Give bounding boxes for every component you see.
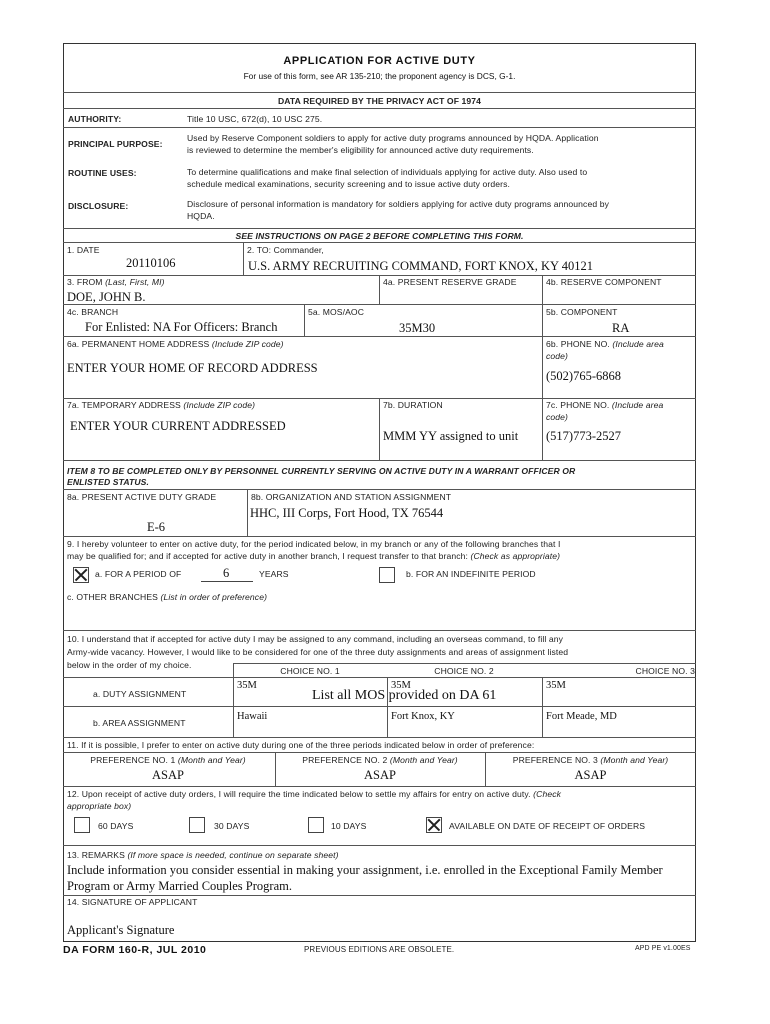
perm-address-hint: (Include ZIP code)	[211, 339, 284, 349]
temp-address-value[interactable]: ENTER YOUR CURRENT ADDRESSED	[70, 419, 286, 433]
item12-hint2: appropriate box)	[67, 801, 132, 811]
phone7-label: 7c. PHONE NO. (Include area	[546, 400, 664, 410]
30-days-label: 30 DAYS	[214, 821, 250, 831]
perm-address-label: 6a. PERMANENT HOME ADDRESS (Include ZIP code)	[67, 339, 284, 349]
item12-hint1: (Check	[533, 789, 561, 799]
form-title: APPLICATION FOR ACTIVE DUTY	[283, 55, 476, 67]
ad-grade-label: 8a. PRESENT ACTIVE DUTY GRADE	[67, 492, 217, 502]
routine-label: ROUTINE USES:	[68, 168, 137, 178]
purpose-label: PRINCIPAL PURPOSE:	[68, 139, 163, 149]
purpose-line2: is reviewed to determine the member's eligibility for announced active duty requirements.	[187, 145, 534, 155]
remarks-line1[interactable]: Include information you consider essential in making your assignment, i.e. enrolled in the Exceptional Family Member	[67, 863, 663, 877]
branch-label: 4c. BRANCH	[67, 307, 119, 317]
duty-choice1[interactable]: 35M	[237, 680, 257, 691]
pref2-label: PREFERENCE NO. 2 (Month and Year)	[302, 755, 458, 765]
org-label: 8b. ORGANIZATION AND STATION ASSIGNMENT	[251, 492, 452, 502]
from-label: 3. FROM (Last, First, MI)	[67, 277, 165, 287]
phone6-value[interactable]: (502)765-6868	[546, 369, 621, 383]
to-label: 2. TO: Commander,	[247, 245, 324, 255]
duty-choice2[interactable]: 35M	[391, 680, 411, 691]
area-choice2[interactable]: Fort Knox, KY	[391, 711, 455, 722]
60-days-checkbox[interactable]	[74, 817, 90, 833]
duty-assignment-label: a. DUTY ASSIGNMENT	[93, 689, 187, 699]
remarks-label: 13. REMARKS (If more space is needed, continue on separate sheet)	[67, 850, 339, 860]
choice2-header: CHOICE NO. 2	[434, 666, 494, 676]
reserve-grade-label: 4a. PRESENT RESERVE GRADE	[383, 277, 517, 287]
temp-address-hint: (Include ZIP code)	[183, 400, 256, 410]
instructions-notice: SEE INSTRUCTIONS ON PAGE 2 BEFORE COMPLETING THIS FORM.	[235, 231, 524, 241]
phone7-hint2: code)	[546, 412, 568, 422]
period-years-label: a. FOR A PERIOD OF	[95, 569, 182, 579]
pref1-value[interactable]: ASAP	[152, 768, 184, 782]
remarks-hint: (If more space is needed, continue on separate sheet)	[127, 850, 339, 860]
item9-text-line1: 9. I hereby volunteer to enter on active duty, for the period indicated below, in my branch or any of the following branches that I	[67, 539, 561, 549]
duty-choice3[interactable]: 35M	[546, 680, 566, 691]
duration-label: 7b. DURATION	[383, 400, 443, 410]
10-days-checkbox[interactable]	[308, 817, 324, 833]
component-value[interactable]: RA	[612, 321, 630, 335]
duration-value[interactable]: MMM YY assigned to unit	[383, 429, 519, 443]
pref1-hint: (Month and Year)	[177, 755, 246, 765]
indefinite-period-checkbox[interactable]	[379, 567, 395, 583]
from-hint: (Last, First, MI)	[105, 277, 165, 287]
application-form	[63, 43, 696, 956]
area-choice1[interactable]: Hawaii	[237, 711, 268, 722]
item10-text-line1: 10. I understand that if accepted for active duty I may be assigned to any command, including an overseas command, to fill any	[67, 634, 564, 644]
component-label: 5b. COMPONENT	[546, 307, 618, 317]
from-value[interactable]: DOE, JOHN B.	[67, 290, 146, 304]
date-label: 1. DATE	[67, 245, 100, 255]
routine-line1: To determine qualifications and make final selection of individuals applying for active duty. Also used to	[187, 167, 588, 177]
pref3-label: PREFERENCE NO. 3 (Month and Year)	[512, 755, 669, 765]
available-on-receipt-label: AVAILABLE ON DATE OF RECEIPT OF ORDERS	[449, 821, 646, 831]
duty-note: List all MOS provided on DA 61	[312, 688, 497, 703]
phone7-hint: (Include area	[611, 400, 664, 410]
disclosure-line1: Disclosure of personal information is mandatory for soldiers applying for active duty programs announced by	[187, 199, 609, 209]
form-version: APD PE v1.00ES	[635, 945, 691, 952]
indefinite-period-label: b. FOR AN INDEFINITE PERIOD	[406, 569, 536, 579]
60-days-label: 60 DAYS	[98, 821, 134, 831]
phone6-hint2: code)	[546, 351, 568, 361]
period-years-value[interactable]: 6	[223, 566, 230, 580]
privacy-heading: DATA REQUIRED BY THE PRIVACY ACT OF 1974	[277, 96, 482, 106]
date-value[interactable]: 20110106	[126, 256, 176, 270]
branch-value[interactable]: For Enlisted: NA For Officers: Branch	[85, 320, 278, 334]
item10-text-line2: Army-wide vacancy. However, I would like to be considered for one of the three duty assignments and areas of assignment listed	[67, 647, 569, 657]
remarks-line2[interactable]: Program or Army Married Couples Program.	[67, 879, 292, 893]
other-branches-label: c. OTHER BRANCHES (List in order of preference)	[67, 592, 268, 602]
item9-hint: (Check as appropriate)	[470, 551, 561, 561]
purpose-line1: Used by Reserve Component soldiers to apply for active duty programs announced by HQDA. Application	[187, 133, 599, 143]
mos-label: 5a. MOS/AOC	[308, 307, 365, 317]
choice1-header: CHOICE NO. 1	[280, 666, 340, 676]
years-unit: YEARS	[259, 569, 289, 579]
to-value[interactable]: U.S. ARMY RECRUITING COMMAND, FORT KNOX, KY 40121	[248, 259, 593, 273]
10-days-label: 10 DAYS	[331, 821, 367, 831]
item8-notice-line2: ENLISTED STATUS.	[67, 477, 149, 487]
pref2-value[interactable]: ASAP	[364, 768, 396, 782]
area-choice3[interactable]: Fort Meade, MD	[546, 711, 617, 722]
authority-label: AUTHORITY:	[68, 114, 122, 124]
mos-value[interactable]: 35M30	[399, 321, 436, 335]
routine-line2: schedule medical examinations, security screening and to issue active duty orders.	[187, 179, 510, 189]
org-value[interactable]: HHC, III Corps, Fort Hood, TX 76544	[250, 506, 444, 520]
other-branches-hint: (List in order of preference)	[160, 592, 268, 602]
perm-address-value[interactable]: ENTER YOUR HOME OF RECORD ADDRESS	[67, 361, 318, 375]
pref3-value[interactable]: ASAP	[574, 768, 607, 782]
choice3-header: CHOICE NO. 3	[635, 666, 695, 676]
reserve-component-label: 4b. RESERVE COMPONENT	[546, 277, 662, 287]
authority-text: Title 10 USC, 672(d), 10 USC 275.	[187, 114, 323, 124]
item10-text-line3: below in the order of my choice.	[67, 660, 192, 670]
item8-notice-line1: ITEM 8 TO BE COMPLETED ONLY BY PERSONNEL CURRENTLY SERVING ON ACTIVE DUTY IN A WARRANT OFFICER OR	[67, 466, 576, 476]
form-id: DA FORM 160-R, JUL 2010	[63, 944, 207, 956]
item11-text: 11. If it is possible, I prefer to enter on active duty during one of the three periods indicated below in order of preference:	[67, 740, 535, 750]
signature-value[interactable]: Applicant's Signature	[67, 923, 175, 937]
phone6-label: 6b. PHONE NO. (Include area	[546, 339, 664, 349]
temp-address-label: 7a. TEMPORARY ADDRESS (Include ZIP code)	[67, 400, 256, 410]
form-subtitle: For use of this form, see AR 135-210; the proponent agency is DCS, G-1.	[243, 71, 516, 81]
available-on-receipt-checkbox[interactable]	[426, 817, 442, 833]
ad-grade-value[interactable]: E-6	[147, 520, 166, 534]
pref2-hint: (Month and Year)	[389, 755, 458, 765]
signature-label: 14. SIGNATURE OF APPLICANT	[67, 897, 198, 907]
previous-editions-note: PREVIOUS EDITIONS ARE OBSOLETE.	[304, 945, 455, 954]
disclosure-label: DISCLOSURE:	[68, 201, 129, 211]
phone6-hint: (Include area	[612, 339, 664, 349]
phone7-value[interactable]: (517)773-2527	[546, 429, 621, 443]
item12-text: 12. Upon receipt of active duty orders, I will require the time indicated below to settle my affairs for entry on active duty. (Check	[67, 789, 561, 799]
disclosure-line2: HQDA.	[187, 211, 215, 221]
pref1-label: PREFERENCE NO. 1 (Month and Year)	[90, 755, 246, 765]
item9-text-line2: may be qualified for; and if accepted for active duty in another branch, I request transfer to that branch: (Check as appropriate)	[67, 551, 561, 561]
area-assignment-label: b. AREA ASSIGNMENT	[93, 718, 186, 728]
30-days-checkbox[interactable]	[189, 817, 205, 833]
period-years-checkbox[interactable]	[73, 567, 89, 583]
pref3-hint: (Month and Year)	[600, 755, 669, 765]
